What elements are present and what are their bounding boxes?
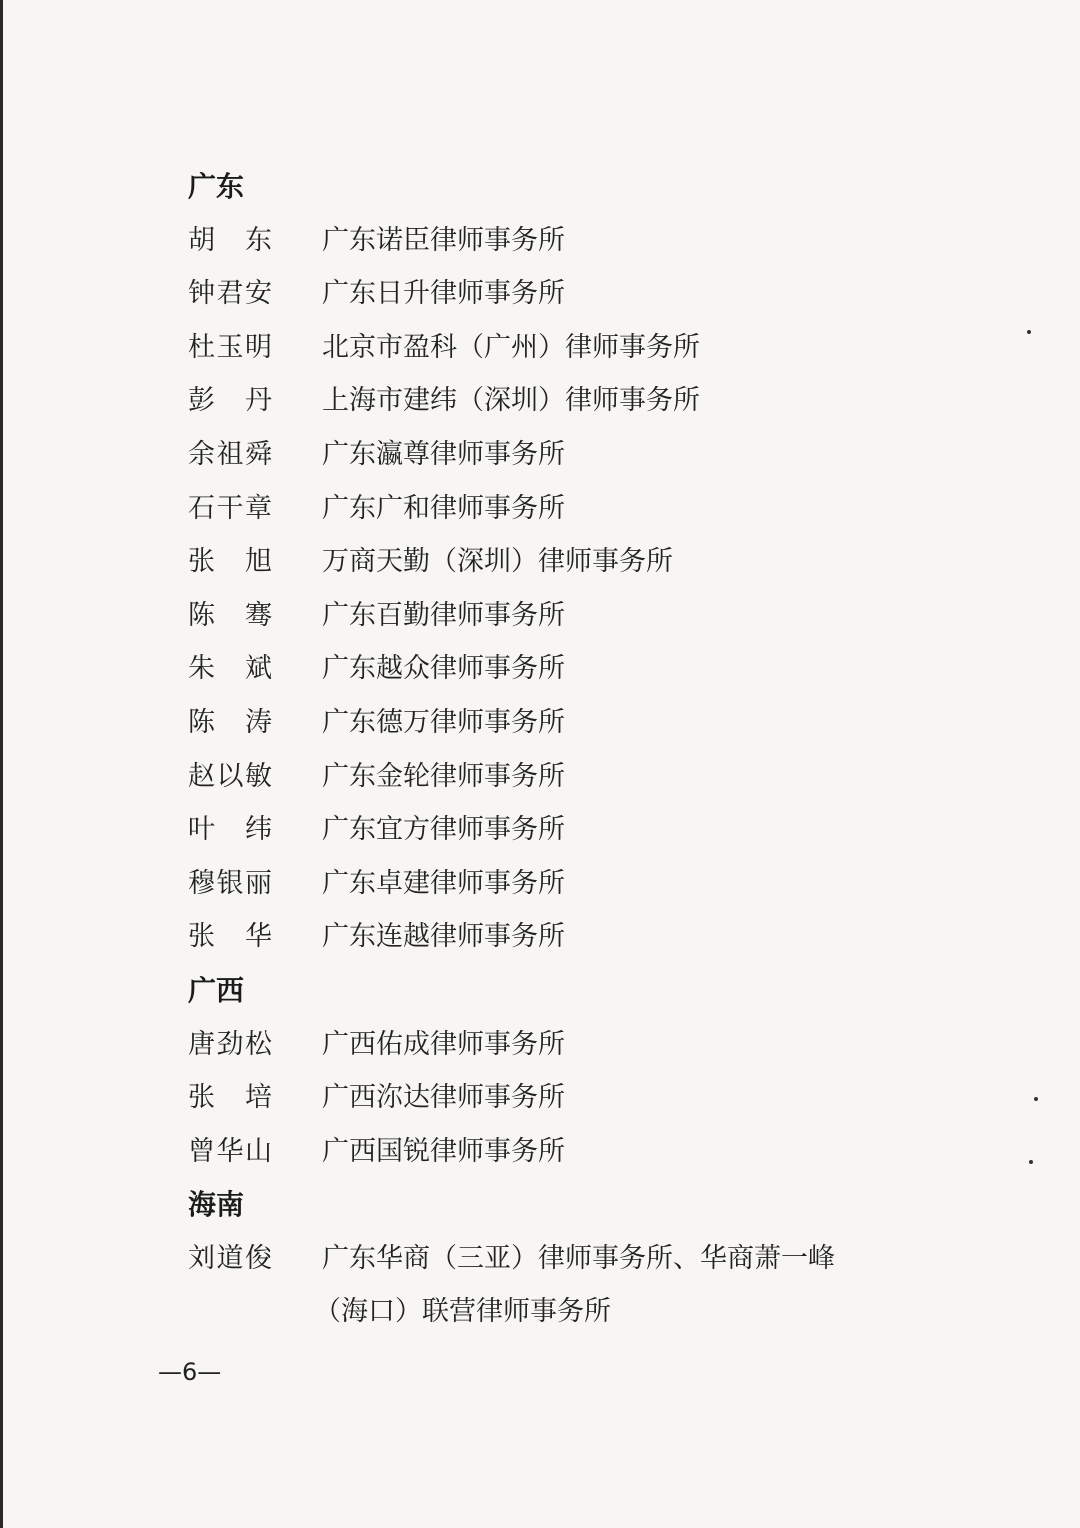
lawyer-name: 张 旭 (188, 546, 272, 578)
law-firm-name: 广东越众律师事务所 (322, 653, 565, 685)
law-firm-name: 广西国锐律师事务所 (322, 1135, 565, 1167)
lawyer-row (188, 1232, 988, 1286)
law-firm-name: 广东日升律师事务所 (322, 278, 565, 310)
lawyer-row (188, 1125, 988, 1179)
lawyer-row (188, 321, 988, 375)
lawyer-row (188, 214, 988, 268)
scan-speck (1029, 1160, 1033, 1164)
law-firm-name: 广东德万律师事务所 (322, 706, 565, 738)
section-title: 海南 (188, 1188, 245, 1222)
section-title: 广东 (188, 170, 245, 203)
lawyer-row (188, 374, 988, 428)
law-firm-name: 广东华商（三亚）律师事务所、华商萧一峰 (322, 1242, 835, 1274)
lawyer-row (188, 589, 988, 643)
lawyer-name: 叶 纬 (188, 814, 272, 846)
scan-speck (1027, 330, 1031, 334)
law-firm-name: 广东百勤律师事务所 (322, 599, 565, 631)
lawyer-name: 张 培 (188, 1082, 272, 1114)
lawyer-name: 陈 涛 (188, 706, 272, 738)
lawyer-row (188, 1018, 988, 1072)
lawyer-row (188, 642, 988, 696)
lawyer-row (188, 750, 988, 804)
lawyer-row (188, 857, 988, 911)
lawyer-row (188, 428, 988, 482)
lawyer-row (188, 267, 988, 321)
lawyer-name: 陈 骞 (188, 599, 272, 631)
lawyer-row (188, 1071, 988, 1125)
law-firm-name: 广西沵达律师事务所 (322, 1082, 565, 1114)
law-firm-name: 上海市建纬（深圳）律师事务所 (322, 385, 700, 417)
law-firm-name-continued: （海口）联营律师事务所 (314, 1296, 611, 1328)
lawyer-name: 石干章 (188, 492, 272, 524)
lawyer-row (188, 482, 988, 536)
law-firm-name: 广西佑成律师事务所 (322, 1028, 565, 1060)
lawyer-row (188, 803, 988, 857)
lawyer-name: 曾华山 (188, 1135, 272, 1167)
lawyer-name: 余祖舜 (188, 438, 272, 470)
lawyer-name: 张 华 (188, 921, 272, 953)
lawyer-name: 胡 东 (188, 224, 272, 256)
lawyer-name: 杜玉明 (188, 331, 272, 363)
lawyer-row (188, 696, 988, 750)
law-firm-name: 广东诺臣律师事务所 (322, 224, 565, 256)
scan-speck (1034, 1097, 1038, 1101)
lawyer-name: 彭 丹 (188, 385, 272, 417)
law-firm-name: 广东广和律师事务所 (322, 492, 565, 524)
lawyer-name: 穆银丽 (188, 867, 272, 899)
lawyer-name: 唐劲松 (188, 1028, 272, 1060)
law-firm-name: 北京市盈科（广州）律师事务所 (322, 331, 700, 363)
law-firm-name: 广东金轮律师事务所 (322, 760, 565, 792)
lawyer-row (188, 910, 988, 964)
law-firm-name: 广东连越律师事务所 (322, 921, 565, 953)
page-number: —6— (158, 1358, 222, 1386)
law-firm-name: 广东卓建律师事务所 (322, 867, 565, 899)
law-firm-name: 广东瀛尊律师事务所 (322, 438, 565, 470)
lawyer-name: 赵以敏 (188, 760, 272, 792)
lawyer-row (188, 535, 988, 589)
law-firm-name: 广东宜方律师事务所 (322, 814, 565, 846)
lawyer-name: 刘道俊 (188, 1242, 272, 1274)
lawyer-name: 朱 斌 (188, 653, 272, 685)
lawyer-name: 钟君安 (188, 278, 272, 310)
law-firm-name: 万商天勤（深圳）律师事务所 (322, 546, 673, 578)
lawyer-list (188, 160, 988, 1339)
section-title: 广西 (188, 973, 245, 1007)
